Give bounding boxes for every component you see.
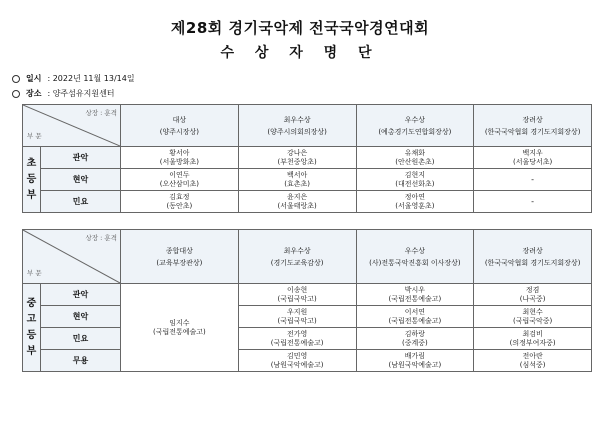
award-name: 우수상 bbox=[404, 116, 426, 124]
header-cell bbox=[356, 230, 474, 284]
corner-dept-label: 부 문 bbox=[27, 132, 42, 140]
winner-name: 전아란 bbox=[522, 351, 543, 360]
table-row bbox=[23, 191, 592, 213]
winner-name: 배가림 bbox=[404, 351, 426, 360]
winner-name: 백지우 bbox=[522, 148, 543, 157]
winner-name: 김하랑 bbox=[404, 329, 426, 338]
empty-cell: - bbox=[474, 191, 592, 213]
winner-school: (국립국악중) bbox=[512, 316, 553, 325]
empty-cell: - bbox=[474, 169, 592, 191]
award-grade: (예총경기도연합회장상) bbox=[378, 128, 452, 136]
page-subtitle: 수 상 자 명 단 bbox=[220, 45, 380, 61]
table-row bbox=[23, 284, 592, 306]
winner-cell bbox=[474, 328, 592, 350]
winner-cell bbox=[238, 169, 356, 191]
award-grade: (교육부장관상) bbox=[156, 259, 203, 267]
winner-cell bbox=[121, 169, 239, 191]
winner-name: 최현수 bbox=[522, 307, 543, 316]
header-cell bbox=[356, 105, 474, 147]
header-cell bbox=[474, 230, 592, 284]
dept-label: 민요 bbox=[41, 191, 121, 213]
dept-label: 관악 bbox=[41, 147, 121, 169]
elementary-award-table bbox=[22, 104, 592, 213]
secondary-award-table bbox=[22, 229, 592, 372]
table-corner-header bbox=[23, 105, 121, 147]
dept-label: 현악 bbox=[41, 169, 121, 191]
winner-name: 우지원 bbox=[286, 307, 308, 316]
table-row bbox=[23, 147, 592, 169]
winner-school: (남원국악예술고) bbox=[388, 360, 442, 369]
dept-label: 현악 bbox=[41, 306, 121, 328]
header-cell bbox=[238, 230, 356, 284]
place-value: : 양주섬유지원센터 bbox=[47, 89, 115, 98]
winner-cell bbox=[356, 306, 474, 328]
corner-award-label: 상장 : 훈격 bbox=[85, 234, 117, 242]
winner-cell bbox=[238, 284, 356, 306]
corner-dept-label: 부 문 bbox=[27, 269, 42, 277]
award-name: 장려상 bbox=[522, 116, 543, 124]
group-label: 중 고 등 부 bbox=[23, 284, 41, 372]
header-cell bbox=[121, 105, 239, 147]
table-row bbox=[23, 169, 592, 191]
winner-name: 백서아 bbox=[286, 170, 308, 179]
winner-name: 강나은 bbox=[286, 148, 308, 157]
header-cell bbox=[121, 230, 239, 284]
dept-label: 관악 bbox=[41, 284, 121, 306]
winner-name: 전가영 bbox=[286, 329, 308, 338]
winner-school: (국립전통예술고) bbox=[388, 316, 442, 325]
award-name: 종합대상 bbox=[165, 247, 193, 255]
winner-name: 김민영 bbox=[286, 351, 308, 360]
winner-school: (효촌초) bbox=[284, 179, 310, 188]
winner-name: 이송현 bbox=[286, 285, 308, 294]
winner-name: 황서아 bbox=[169, 148, 190, 157]
winner-name: 이연두 bbox=[169, 170, 190, 179]
winner-school: (국립전통예술고) bbox=[270, 338, 324, 347]
winner-name: 정겸 bbox=[525, 285, 540, 294]
winner-school: (국립국악고) bbox=[277, 316, 317, 325]
date-label: 일시 bbox=[26, 74, 42, 83]
winner-cell bbox=[238, 306, 356, 328]
winner-cell bbox=[474, 284, 592, 306]
award-grade: (한국국악협회 경기도지회장상) bbox=[484, 259, 581, 267]
winner-cell bbox=[474, 306, 592, 328]
award-name: 장려상 bbox=[522, 247, 543, 255]
grand-prize-cell bbox=[121, 284, 239, 372]
group-label: 초 등 부 bbox=[23, 147, 41, 213]
winner-cell bbox=[474, 350, 592, 372]
winner-cell bbox=[356, 350, 474, 372]
winner-cell bbox=[238, 328, 356, 350]
winner-name: 박시우 bbox=[404, 285, 426, 294]
award-name: 최우수상 bbox=[283, 247, 311, 255]
table-row bbox=[23, 328, 592, 350]
award-grade: (한국국악협회 경기도지회장상) bbox=[484, 128, 581, 136]
winner-cell bbox=[356, 147, 474, 169]
winner-cell bbox=[356, 169, 474, 191]
winner-name: 정아연 bbox=[404, 192, 426, 201]
winner-cell bbox=[121, 147, 239, 169]
header-cell bbox=[474, 105, 592, 147]
award-grade: (사)전통국악진흥회 이사장상) bbox=[369, 259, 461, 267]
award-grade: (경기도교육감상) bbox=[270, 259, 324, 267]
info-date bbox=[12, 73, 135, 84]
winner-school: (의정부여자중) bbox=[509, 338, 556, 347]
winner-cell bbox=[356, 191, 474, 213]
winner-cell bbox=[238, 350, 356, 372]
winner-cell bbox=[474, 147, 592, 169]
winner-school: (오산삼미초) bbox=[159, 179, 200, 188]
winner-school: (부천중앙초) bbox=[277, 157, 317, 166]
winner-cell bbox=[121, 191, 239, 213]
winner-school: (중계중) bbox=[402, 338, 428, 347]
winner-name: 유채화 bbox=[404, 148, 426, 157]
winner-name: 최검비 bbox=[522, 329, 543, 338]
winner-school: (국립전통예술고) bbox=[152, 327, 206, 336]
award-name: 최우수상 bbox=[283, 116, 311, 124]
table-row bbox=[23, 306, 592, 328]
bullet-circle-icon bbox=[12, 90, 20, 98]
corner-award-label: 상장 : 훈격 bbox=[85, 109, 117, 117]
winner-school: (동안초) bbox=[166, 201, 193, 210]
table-corner-header bbox=[23, 230, 121, 284]
header-cell bbox=[238, 105, 356, 147]
info-place bbox=[12, 88, 115, 99]
winner-name: 윤지은 bbox=[286, 192, 308, 201]
winner-cell bbox=[356, 328, 474, 350]
winner-school: (서울당서초) bbox=[512, 157, 553, 166]
winner-school: (심석중) bbox=[519, 360, 546, 369]
award-name: 대상 bbox=[172, 116, 187, 124]
winner-name: 이서연 bbox=[404, 307, 426, 316]
winner-name: 김현지 bbox=[404, 170, 426, 179]
dept-label: 민요 bbox=[41, 328, 121, 350]
winner-school: (서울태랑초) bbox=[277, 201, 317, 210]
award-name: 우수상 bbox=[404, 247, 426, 255]
page-title: 제28회 경기국악제 전국국악경연대회 bbox=[170, 19, 430, 37]
winner-school: (대전선화초) bbox=[395, 179, 435, 188]
winner-school: (남원국악예술고) bbox=[270, 360, 324, 369]
date-value: : 2022년 11월 13/14일 bbox=[47, 74, 135, 83]
winner-school: (나곡중) bbox=[519, 294, 546, 303]
winner-school: (서울영훈초) bbox=[395, 201, 435, 210]
dept-label: 무용 bbox=[41, 350, 121, 372]
award-grade: (양주시의회의장상) bbox=[267, 128, 327, 136]
award-grade: (양주시장상) bbox=[159, 128, 200, 136]
winner-school: (안산원촌초) bbox=[395, 157, 435, 166]
winner-name: 임지수 bbox=[169, 318, 190, 327]
winner-cell bbox=[356, 284, 474, 306]
winner-cell bbox=[238, 147, 356, 169]
winner-cell bbox=[238, 191, 356, 213]
place-label: 장소 bbox=[26, 89, 42, 98]
winner-school: (국립국악고) bbox=[277, 294, 317, 303]
table-row bbox=[23, 350, 592, 372]
winner-name: 김효정 bbox=[169, 192, 190, 201]
winner-school: (국립전통예술고) bbox=[388, 294, 442, 303]
bullet-circle-icon bbox=[12, 75, 20, 83]
winner-school: (서울방화초) bbox=[159, 157, 200, 166]
